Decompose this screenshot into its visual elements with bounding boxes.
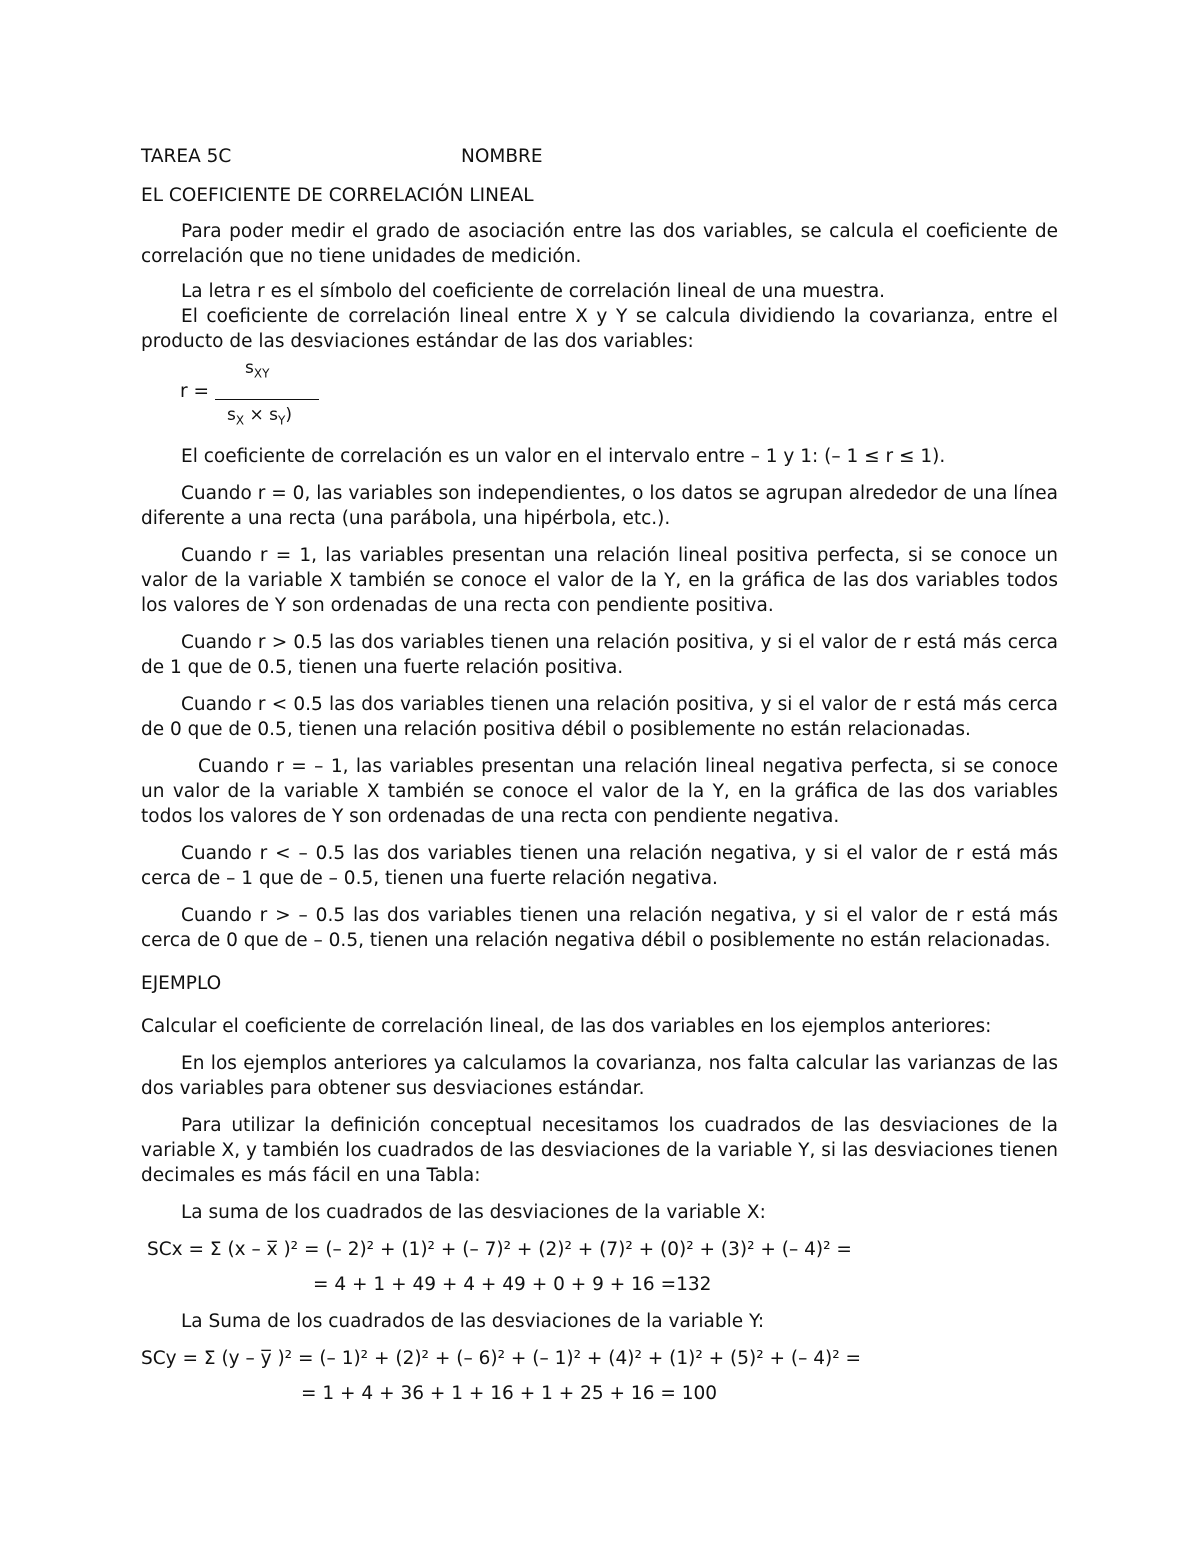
formula-fraction-bar bbox=[215, 399, 319, 400]
header-row bbox=[141, 146, 1058, 171]
formula-denominator: $s_X \times s_Y$) bbox=[227, 405, 292, 428]
scy-equation-line2: = 1 + 4 + 36 + 1 + 16 + 1 + 25 + 16 = 100 bbox=[301, 1383, 718, 1404]
paragraph-interval: El coeficiente de correlación es un valor en el intervalo entre – 1 y 1: (– 1 ≤ r ≤ 1). bbox=[181, 446, 946, 467]
name-label: NOMBRE bbox=[461, 146, 543, 167]
correlation-formula bbox=[141, 358, 1058, 438]
paragraph-definition: El coeficiente de correlación lineal entre X y Y se calcula dividiendo la covarianza, entre el producto de las desviaciones estándar de las dos variables: bbox=[141, 306, 1058, 352]
example-scy-intro: La Suma de los cuadrados de las desviaciones de la variable Y: bbox=[181, 1311, 765, 1332]
example-definition-note: Para utilizar la definición conceptual necesitamos los cuadrados de las desviaciones de la variable X, y también los cuadrados de las desviaciones de la variable Y, si las desviaciones tienen decimales es más fácil en una Tabla: bbox=[141, 1115, 1058, 1186]
paragraph-r-greater-minus-half: Cuando r > – 0.5 las dos variables tienen una relación negativa, y si el valor de r está más cerca de 0 que de – 0.5, tienen una relación negativa débil o posiblemente no están relacionadas. bbox=[141, 905, 1058, 951]
scx-equation-line2: = 4 + 1 + 49 + 4 + 49 + 0 + 9 + 16 =132 bbox=[313, 1274, 712, 1295]
paragraph-r-one: Cuando r = 1, las variables presentan una relación lineal positiva perfecta, si se conoce un valor de la variable X también se conoce el valor de la Y, en la gráfica de las dos variables todos los valores de Y son ordenadas de una recta con pendiente positiva. bbox=[141, 545, 1058, 616]
formula-numerator: $s_{XY}$ bbox=[245, 358, 270, 381]
paragraph-r-greater-half: Cuando r > 0.5 las dos variables tienen una relación positiva, y si el valor de r está más cerca de 1 que de 0.5, tienen una fuerte relación positiva. bbox=[141, 632, 1058, 678]
scx-equation-line1: SCx = Σ (x – x̅ )² = (– 2)² + (1)² + (– 7)² + (2)² + (7)² + (0)² + (3)² + (– 4)² = bbox=[147, 1239, 852, 1260]
paragraph-r-zero: Cuando r = 0, las variables son independientes, o los datos se agrupan alrededor de una línea diferente a una recta (una parábola, una hipérbola, etc.). bbox=[141, 483, 1058, 529]
example-heading: EJEMPLO bbox=[141, 973, 222, 994]
example-scx-intro: La suma de los cuadrados de las desviaciones de la variable X: bbox=[181, 1202, 766, 1223]
document-content bbox=[141, 146, 1058, 1406]
example-task: Calcular el coeficiente de correlación lineal, de las dos variables en los ejemplos anteriores: bbox=[141, 1016, 992, 1037]
paragraph-r-less-minus-half: Cuando r < – 0.5 las dos variables tienen una relación negativa, y si el valor de r está más cerca de – 1 que de – 0.5, tienen una fuerte relación negativa. bbox=[141, 843, 1058, 889]
scy-equation-line1: SCy = Σ (y – y̅ )² = (– 1)² + (2)² + (– 6)² + (– 1)² + (4)² + (1)² + (5)² + (– 4)² = bbox=[141, 1348, 862, 1369]
example-covariance-note: En los ejemplos anteriores ya calculamos la covarianza, nos falta calcular las varianzas de las dos variables para obtener sus desviaciones estándar. bbox=[141, 1053, 1058, 1099]
paragraph-intro: Para poder medir el grado de asociación entre las dos variables, se calcula el coeficiente de correlación que no tiene unidades de medición. bbox=[141, 221, 1058, 267]
paragraph-r-symbol: La letra r es el símbolo del coeficiente de correlación lineal de una muestra. bbox=[181, 281, 886, 302]
paragraph-r-minus-one: Cuando r = – 1, las variables presentan una relación lineal negativa perfecta, si se conoce un valor de la variable X también se conoce el valor de la Y, en la gráfica de las dos variables todos los valores de Y son ordenadas de una recta con pendiente negativa. bbox=[141, 756, 1058, 827]
paragraph-r-less-half: Cuando r < 0.5 las dos variables tienen una relación positiva, y si el valor de r está más cerca de 0 que de 0.5, tienen una relación positiva débil o posiblemente no están relacionadas. bbox=[141, 694, 1058, 740]
section-title: EL COEFICIENTE DE CORRELACIÓN LINEAL bbox=[141, 185, 534, 206]
task-label: TAREA 5C bbox=[141, 146, 232, 167]
formula-r-equals: r = bbox=[180, 381, 209, 402]
